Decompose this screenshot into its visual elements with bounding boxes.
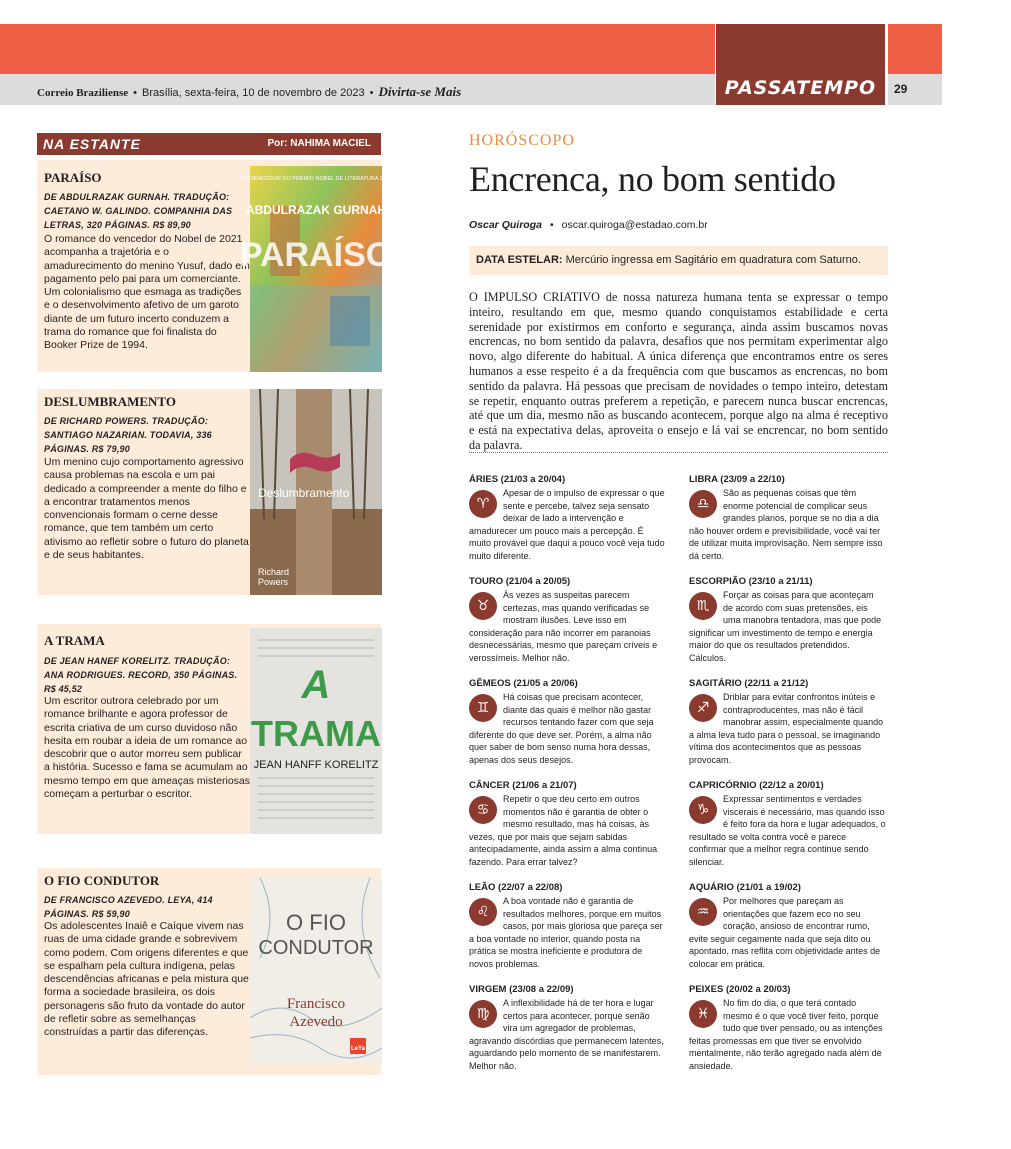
bullet-icon: • [549, 219, 554, 231]
cover-title-line1: O FIO [286, 910, 346, 935]
newspaper-name: Correio Braziliense [37, 87, 129, 99]
sign-text: Repetir o que deu certo em outros momentos não é garantia de obter o mesmo resultado, mas há coisas, às vezes, que por mais que sejam sabidas antecipadamente, ainda assim a alma continua fazendo. Para errar talvez? [469, 794, 658, 867]
sign-text: Driblar para evitar confrontos inúteis e contraproducentes, mas não é fácil manobrar assim, especialmente quando a alma leva tudo para o pessoal, se imaginando vítima dos acontecimentos que as pessoas provocam. [689, 692, 884, 765]
gemini-icon: ♊ [469, 694, 497, 722]
cover-author-first: Francisco [286, 996, 346, 1012]
supplement-name: Divirta-se Mais [378, 84, 462, 99]
estante-header [37, 133, 381, 155]
book-title: PARAÍSO [44, 170, 102, 185]
book-credit: DE ABDULRAZAK GURNAH. TRADUÇÃO: CAETANO W. GALINDO. COMPANHIA DAS LETRAS, 320 PÁGINAS. R$ 89,90 [44, 192, 233, 230]
cover-author-last: Powers [258, 577, 289, 587]
cover-author-last: Azevedo [289, 1014, 343, 1030]
sign-text: A boa vontade não é garantia de resultados melhores, porque em muitos casos, por mais gloriosa que pareça ser a boa vontade no interior, quando posta na prática se mostra ineficiente e produtora de novos problemas. [469, 896, 663, 969]
sign-name: AQUÁRIO (21/01 a 19/02) [689, 882, 801, 893]
article-intro: O IMPULSO CRIATIVO de nossa natureza humana tenta se expressar o tempo inteiro, resultando em que, mesmo quando conquistamos estabilidade e certa serenidade por existirmos em conforto e segurança, ainda assim buscamos novas encrencas, no bom sentido da palavra, desafios que nos permitam experimentar algo novo, algo diferente do habitual. A única diferença que encontramos entre os seres humanos a esse respeito é a da frequência com que buscamos as encrencas, no bom sentido da palavra. Há pessoas que precisam de novidades o tempo inteiro, detestam se repetir, enquanto outras preferem a repetição, e parecem nunca buscar encrencas, até que um dia, mesmo não as buscando acontecem, porque algo na alma é receptivo e está na expectativa delas, aproveita o ensejo e lá vai se encrencar, no bom sentido da palavra. [469, 290, 888, 452]
book-card [37, 868, 381, 1075]
cover-author: JEAN HANFF KORELITZ [253, 759, 379, 771]
sign-text: São as pequenas coisas que têm enorme potencial de complicar seus grandes planos, porque se no dia a dia não houver ordem e previsibilidade, você vai ter de utilizar muita improvisação. Nem sempre isso dá certo. [689, 488, 883, 561]
sign-name: CÂNCER (21/06 a 21/07) [469, 780, 577, 791]
libra-icon: ♎ [689, 490, 717, 518]
sign-name: PEIXES (20/02 a 20/03) [689, 984, 791, 995]
sign-text: Há coisas que precisam acontecer, diante das quais é melhor não gastar recursos tentando fazer com que seja diferente do que deve ser. Porém, a alma não quer saber de bom senso numa hora dessas, apenas dos seus desejos. [469, 692, 654, 765]
sign-text: Expressar sentimentos e verdades viscerais é necessário, mas quando isso é feito fora da hora e lugar adequados, o resultado se volta contra você e parece confirmar que a melhor regra continue sendo silenciar. [689, 794, 886, 867]
sign-text: Apesar de o impulso de expressar o que sente e percebe, talvez seja sensato deixar de lado a intervenção e amadurecer um pouco mais a percepção. É muito provável que daqui a pouco você veja tudo muito diferente. [469, 488, 665, 561]
book-description: Um menino cujo comportamento agressivo causa problemas na escola e um pai dedicado a compreender a mente do filho e a encontrar tratamentos menos convencionais formam o cerne desse romance, que tem também um certo ativismo ao refletir sobre o futuro do planeta e de seus habitantes. [44, 456, 249, 562]
stellar-date-box [469, 246, 888, 275]
sign-text: Por melhores que pareçam as orientações que fazem eco no seu coração, ansioso de encontrar rumo, evite seguir cegamente nada que seja dito ou apontado, mas reflita com objetividade antes de colocar em prática. [689, 896, 881, 969]
leo-icon: ♌ [469, 898, 497, 926]
book-credit: DE JEAN HANEF KORELITZ. TRADUÇÃO: ANA RODRIGUES. RECORD, 350 PÁGINAS. R$ 45,52 [44, 656, 238, 694]
book-cover [250, 628, 382, 834]
book-card [37, 624, 381, 834]
book-cover [250, 878, 382, 1064]
page-number-box [888, 74, 942, 105]
aries-icon: ♈ [469, 490, 497, 518]
book-title: A TRAMA [44, 633, 105, 648]
virgo-icon: ♍ [469, 1000, 497, 1028]
sign-name: GÊMEOS (21/05 a 20/06) [469, 678, 578, 689]
book-description: O romance do vencedor do Nobel de 2021 acompanha a trajetória e o amadurecimento do menino Yusuf, dado em pagamento pelo pai para um comerciante. Um colonialismo que esmaga as tradições e o desenvolvimento afetivo de um garoto diante de um futuro incerto conduzem a trama do romance que foi finalista do Booker Prize de 1994. [44, 233, 250, 352]
cover-title-line2: CONDUTOR [258, 937, 374, 959]
divider [469, 452, 888, 453]
sign-name: ÁRIES (21/03 a 20/04) [469, 474, 566, 485]
page-number: 29 [894, 82, 908, 96]
scorpio-icon: ♏ [689, 592, 717, 620]
section-kicker: HORÓSCOPO [469, 132, 575, 149]
cover-title: PARAÍSO [239, 236, 393, 274]
book-title: O FIO CONDUTOR [44, 873, 160, 888]
book-card [37, 389, 381, 595]
masthead [37, 84, 461, 100]
cover-author: ABDULRAZAK GURNAH [246, 203, 386, 217]
sign-text: A inflexibilidade há de ter hora e lugar certos para acontecer, porque senão vira um agregador de problemas, agravando discórdias que permanecem latentes, aguardando pelo momento de se manifestarem. Melhor não. [469, 998, 664, 1071]
cover-title-a: A [301, 663, 331, 707]
sign-text: Às vezes as suspeitas parecem certezas, mas quando verificadas se mostram ilusões. Leve isso em consideração para não incorrer em paranoias desnecessárias, mesmo que pareçam críveis e verossímeis. Melhor não. [469, 590, 658, 663]
stellar-label: DATA ESTELAR: [476, 254, 563, 266]
book-cover [250, 389, 382, 595]
header-accent-bar-right [888, 24, 942, 74]
sign-text: No fim do dia, o que terá contado mesmo é o que você tiver feito, porque tudo que tiver pensado, ou as intenções feitas promessas em que tiver se envolvido mentalmente, não terão agregado nada além de ansiedade. [689, 998, 883, 1071]
pisces-icon: ♓ [689, 1000, 717, 1028]
sign-name: LEÃO (22/07 a 22/08) [469, 882, 563, 893]
cover-author-first: Richard [258, 567, 290, 577]
book-cover [239, 166, 393, 372]
publisher-logo: LeYa [350, 1046, 366, 1052]
dateline: Brasília, sexta-feira, 10 de novembro de 2023 [142, 87, 365, 99]
sign-name: TOURO (21/04 a 20/05) [469, 576, 571, 587]
author-email[interactable]: oscar.quiroga@estadao.com.br [561, 219, 708, 231]
article-headline: Encrenca, no bom sentido [469, 159, 836, 199]
aquarius-icon: ♒ [689, 898, 717, 926]
section-tab [716, 24, 885, 105]
sign-name: ESCORPIÃO (23/10 a 21/11) [689, 576, 813, 587]
book-description: Um escritor outrora celebrado por um romance brilhante e agora professor de escrita criativa de um curso duvidoso não hesita em roubar a ideia de um romance ao descobrir que o autor morreu sem publicar a história. Sucesso e fama se acumulam ao mesmo tempo em que ameaças misteriosas começam a perturbar o escritor. [44, 695, 250, 801]
sign-name: SAGITÁRIO (22/11 a 21/12) [689, 678, 809, 689]
bullet-icon: • [369, 87, 374, 99]
cover-top-text: DO VENCEDOR DO PRÊMIO NOBEL DE LITERATURA 2021 [240, 176, 392, 182]
cancer-icon: ♋ [469, 796, 497, 824]
sign-text: Forçar as coisas para que aconteçam de acordo com suas pretensões, eis uma manobra tentadora, mas que pode significar um investimento de tempo e energia maior do que os resultados pretendidos. Cálculos. [689, 590, 882, 663]
book-title: DESLUMBRAMENTO [44, 394, 176, 409]
header-accent-bar [0, 24, 715, 74]
estante-title: NA ESTANTE [43, 136, 141, 152]
book-credit: DE RICHARD POWERS. TRADUÇÃO: SANTIAGO NAZARIAN. TODAVIA, 336 PÁGINAS. R$ 79,90 [44, 416, 212, 454]
capricorn-icon: ♑ [689, 796, 717, 824]
sign-name: LIBRA (23/09 a 22/10) [689, 474, 785, 485]
sign-name: CAPRICÓRNIO (22/12 a 20/01) [689, 780, 824, 791]
author-name: Oscar Quiroga [469, 219, 542, 231]
book-description: Os adolescentes Inaiê e Caíque vivem nas ruas de uma cidade grande e sobrevivem como podem. Com origens diferentes e que se espalham pela cultura indígena, pelas descendências africanas e pela mistura que forma a sociedade brasileira, os dois personagens são fruto da vontade do autor de refletir sobre as semelhanças construídas a partir das diferenças. [44, 920, 249, 1039]
sign-name: VIRGEM (23/08 a 22/09) [469, 984, 574, 995]
cover-title: Deslumbramento [258, 486, 350, 500]
estante-byline: Por: NAHIMA MACIEL [267, 138, 371, 149]
bullet-icon: • [133, 87, 137, 99]
taurus-icon: ♉ [469, 592, 497, 620]
article-byline [469, 219, 708, 231]
stellar-text: Mercúrio ingressa em Sagitário em quadratura com Saturno. [565, 254, 861, 266]
cover-title-trama: TRAMA [251, 713, 381, 754]
sagittarius-icon: ♐ [689, 694, 717, 722]
book-card [37, 160, 393, 372]
book-credit: DE FRANCISCO AZEVEDO. LEYA, 414 PÁGINAS. R$ 59,90 [44, 895, 213, 919]
section-label: PASSATEMPO [724, 77, 877, 99]
